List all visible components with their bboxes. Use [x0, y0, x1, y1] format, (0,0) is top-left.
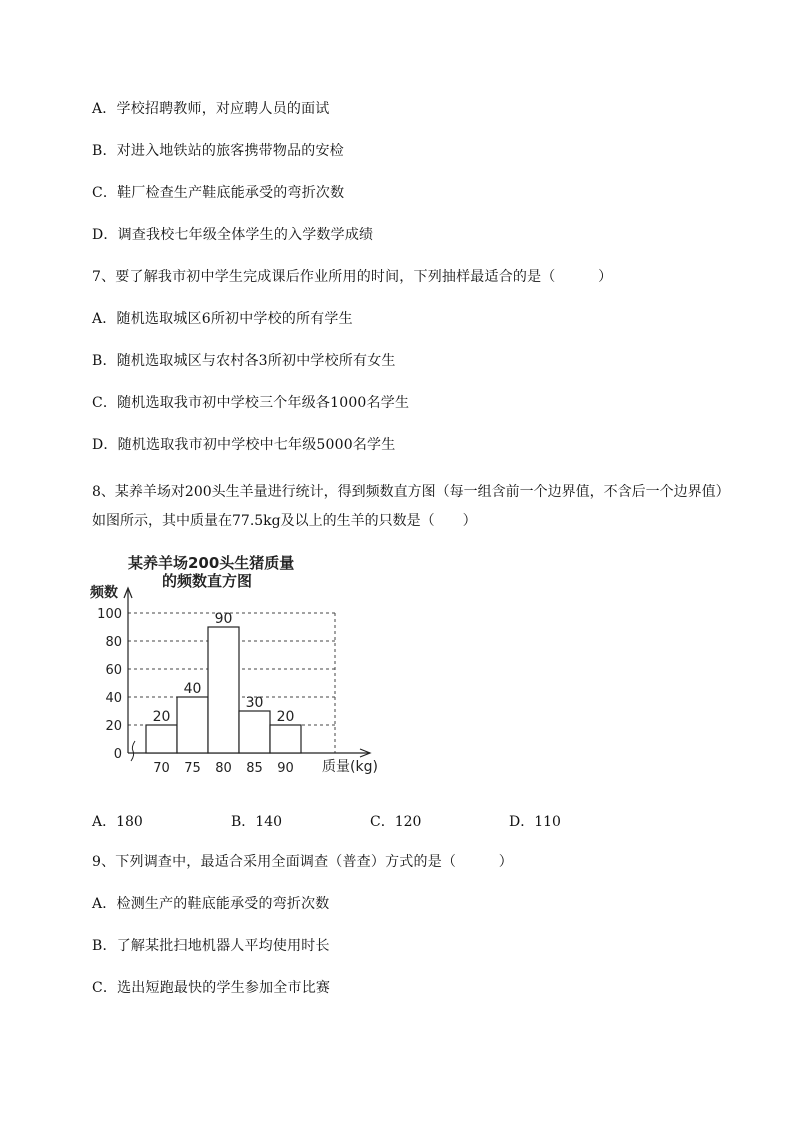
histogram-bar — [177, 697, 208, 753]
y-tick-label: 60 — [105, 663, 122, 678]
x-tick-label: 85 — [246, 761, 263, 776]
q8-stem: 8、某养羊场对200头生羊量进行统计，得到频数直方图（每一组含前一个边界值，不含后一个边界值）如图所示，其中质量在77.5kg及以上的生羊的只数是（ ） — [92, 484, 730, 529]
q7-stem: 7、要了解我市初中学生完成课后作业所用的时间，下列抽样最适合的是（ ） — [92, 269, 613, 285]
x-tick-label: 80 — [215, 761, 232, 776]
histogram-bar — [146, 725, 177, 753]
q6-option-c: C．鞋厂检查生产鞋底能承受的弯折次数 — [92, 185, 345, 201]
q6-option-d: D．调查我校七年级全体学生的入学数学成绩 — [92, 227, 374, 243]
axis-break-mark — [131, 741, 135, 761]
q7-option-a: A．随机选取城区6所初中学校的所有学生 — [92, 311, 353, 327]
bar-value-label: 20 — [152, 709, 171, 725]
q7-option-c: C．随机选取我市初中学校三个年级各1000名学生 — [92, 395, 410, 411]
bar-value-label: 30 — [245, 695, 264, 711]
q9-option-a: A．检测生产的鞋底能承受的弯折次数 — [92, 896, 330, 912]
chart-subtitle: 的频数直方图 — [162, 572, 253, 590]
histogram-bar — [239, 711, 270, 753]
x-tick-label: 75 — [184, 761, 201, 776]
x-tick-label: 70 — [153, 761, 170, 776]
q8-option-a: A．180 — [92, 814, 143, 830]
y-tick-label: 20 — [105, 719, 122, 734]
chart-ylabel: 频数 — [90, 585, 118, 601]
q9-stem: 9、下列调查中，最适合采用全面调查（普查）方式的是（ ） — [92, 854, 513, 870]
bar-value-label: 90 — [214, 611, 233, 627]
x-tick-label: 90 — [277, 761, 294, 776]
y-tick-label: 100 — [97, 607, 122, 622]
histogram-bar — [270, 725, 301, 753]
histogram-chart — [88, 548, 398, 783]
histogram-bar — [208, 627, 239, 753]
bar-value-label: 20 — [276, 709, 295, 725]
q9-option-c: C．选出短跑最快的学生参加全市比赛 — [92, 980, 331, 996]
y-tick-label: 80 — [105, 635, 122, 650]
q6-option-a: A．学校招聘教师，对应聘人员的面试 — [92, 101, 330, 117]
q9-option-b: B．了解某批扫地机器人平均使用时长 — [92, 938, 330, 954]
q6-option-b: B．对进入地铁站的旅客携带物品的安检 — [92, 143, 344, 159]
q7-option-b: B．随机选取城区与农村各3所初中学校所有女生 — [92, 353, 396, 369]
q8-option-c: C．120 — [370, 814, 422, 830]
q8-option-b: B．140 — [231, 814, 283, 830]
y-tick-label: 0 — [113, 747, 122, 762]
y-tick-label: 40 — [105, 691, 122, 706]
q8-option-d: D．110 — [509, 814, 561, 830]
q7-option-d: D．随机选取我市初中学校中七年级5000名学生 — [92, 437, 396, 453]
bar-value-label: 40 — [183, 681, 202, 697]
chart-title: 某养羊场200头生猪质量 — [128, 554, 295, 572]
chart-xlabel: 质量(kg) — [322, 759, 378, 775]
